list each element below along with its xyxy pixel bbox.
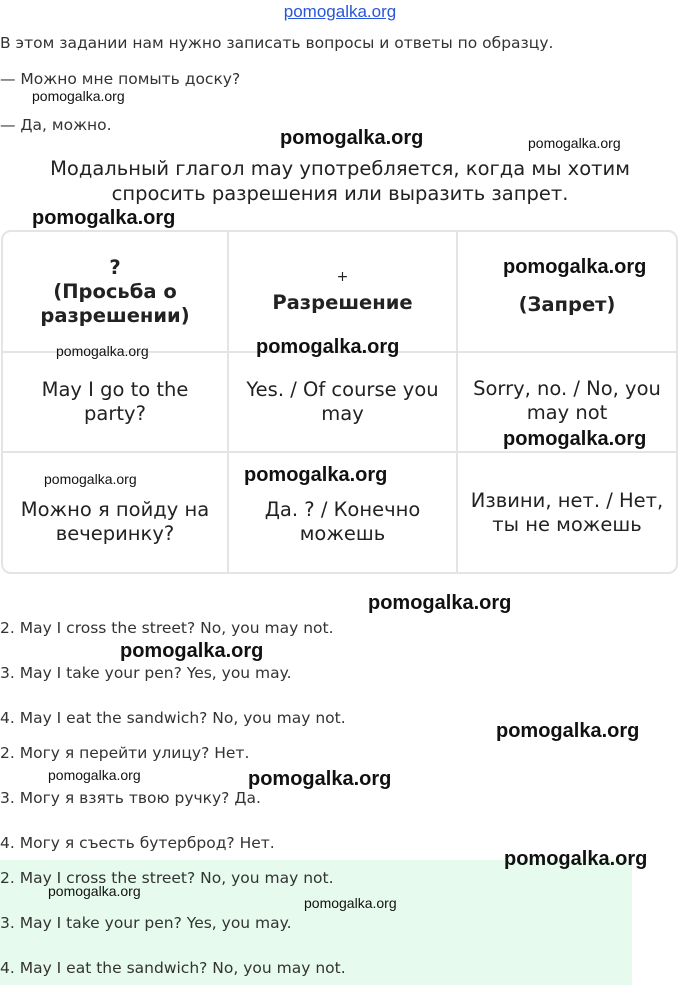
watermark: pomogalka.org (504, 848, 648, 870)
cell-text: Да. ? / Конечно можешь (264, 497, 421, 545)
watermark: pomogalka.org (496, 720, 640, 742)
header-cell-request (3, 232, 229, 353)
highlight-line-2: 2. May I cross the street? No, you may not. (0, 869, 334, 887)
watermark: pomogalka.org (48, 767, 141, 783)
cell-text: Можно я пойду на вечеринку? (20, 497, 210, 545)
table-cell (458, 453, 676, 572)
header-symbol: + (336, 268, 349, 285)
header-watermark-link[interactable]: pomogalka.org (283, 2, 397, 21)
watermark: pomogalka.org (32, 207, 176, 229)
table-cell (229, 353, 458, 453)
english-line-4: 4. May I eat the sandwich? No, you may not. (0, 709, 346, 727)
header-label: (Запрет) (518, 293, 616, 316)
may-table (1, 230, 678, 574)
dialog-question: — Можно мне помыть доску? (0, 70, 241, 88)
watermark: pomogalka.org (528, 135, 621, 151)
watermark: pomogalka.org (44, 471, 137, 487)
cell-text: Извини, нет. / Нет, ты не можешь (470, 488, 664, 536)
header-cell-permission (229, 232, 458, 353)
watermark: pomogalka.org (248, 768, 392, 790)
header-label: (Просьба о разрешении) (40, 279, 190, 327)
watermark: pomogalka.org (32, 88, 125, 104)
highlight-line-3: 3. May I take your pen? Yes, you may. (0, 914, 292, 932)
english-line-2: 2. May I cross the street? No, you may not. (0, 619, 334, 637)
intro-line: В этом задании нам нужно записать вопросы и ответы по образцу. (0, 34, 554, 52)
watermark: pomogalka.org (280, 127, 424, 149)
watermark: pomogalka.org (304, 895, 397, 911)
rule-text: Модальный глагол may употребляется, когда мы хотим спросить разрешения или выразить запрет. (50, 157, 630, 205)
watermark: pomogalka.org (48, 883, 141, 899)
russian-line-2: 2. Могу я перейти улицу? Нет. (0, 744, 250, 762)
table-cell (3, 353, 229, 453)
english-line-3: 3. May I take your pen? Yes, you may. (0, 664, 292, 682)
russian-line-3: 3. Могу я взять твою ручку? Да. (0, 789, 261, 807)
watermark: pomogalka.org (256, 336, 400, 358)
header-cell-prohibition (458, 232, 676, 353)
cell-text: May I go to the party? (41, 378, 189, 425)
cell-text: Yes. / Of course you may (246, 378, 439, 425)
russian-line-4: 4. Могу я съесть бутерброд? Нет. (0, 834, 275, 852)
watermark: pomogalka.org (244, 464, 388, 486)
header-symbol: ? (109, 255, 121, 279)
dialog-answer: — Да, можно. (0, 116, 112, 134)
watermark: pomogalka.org (503, 256, 647, 278)
watermark: pomogalka.org (368, 592, 512, 614)
highlight-line-4: 4. May I eat the sandwich? No, you may not. (0, 959, 346, 977)
watermark: pomogalka.org (503, 428, 647, 450)
watermark: pomogalka.org (120, 640, 264, 662)
cell-text: Sorry, no. / No, you may not (473, 377, 661, 424)
header-label: Разрешение (272, 290, 413, 314)
watermark: pomogalka.org (56, 343, 149, 359)
